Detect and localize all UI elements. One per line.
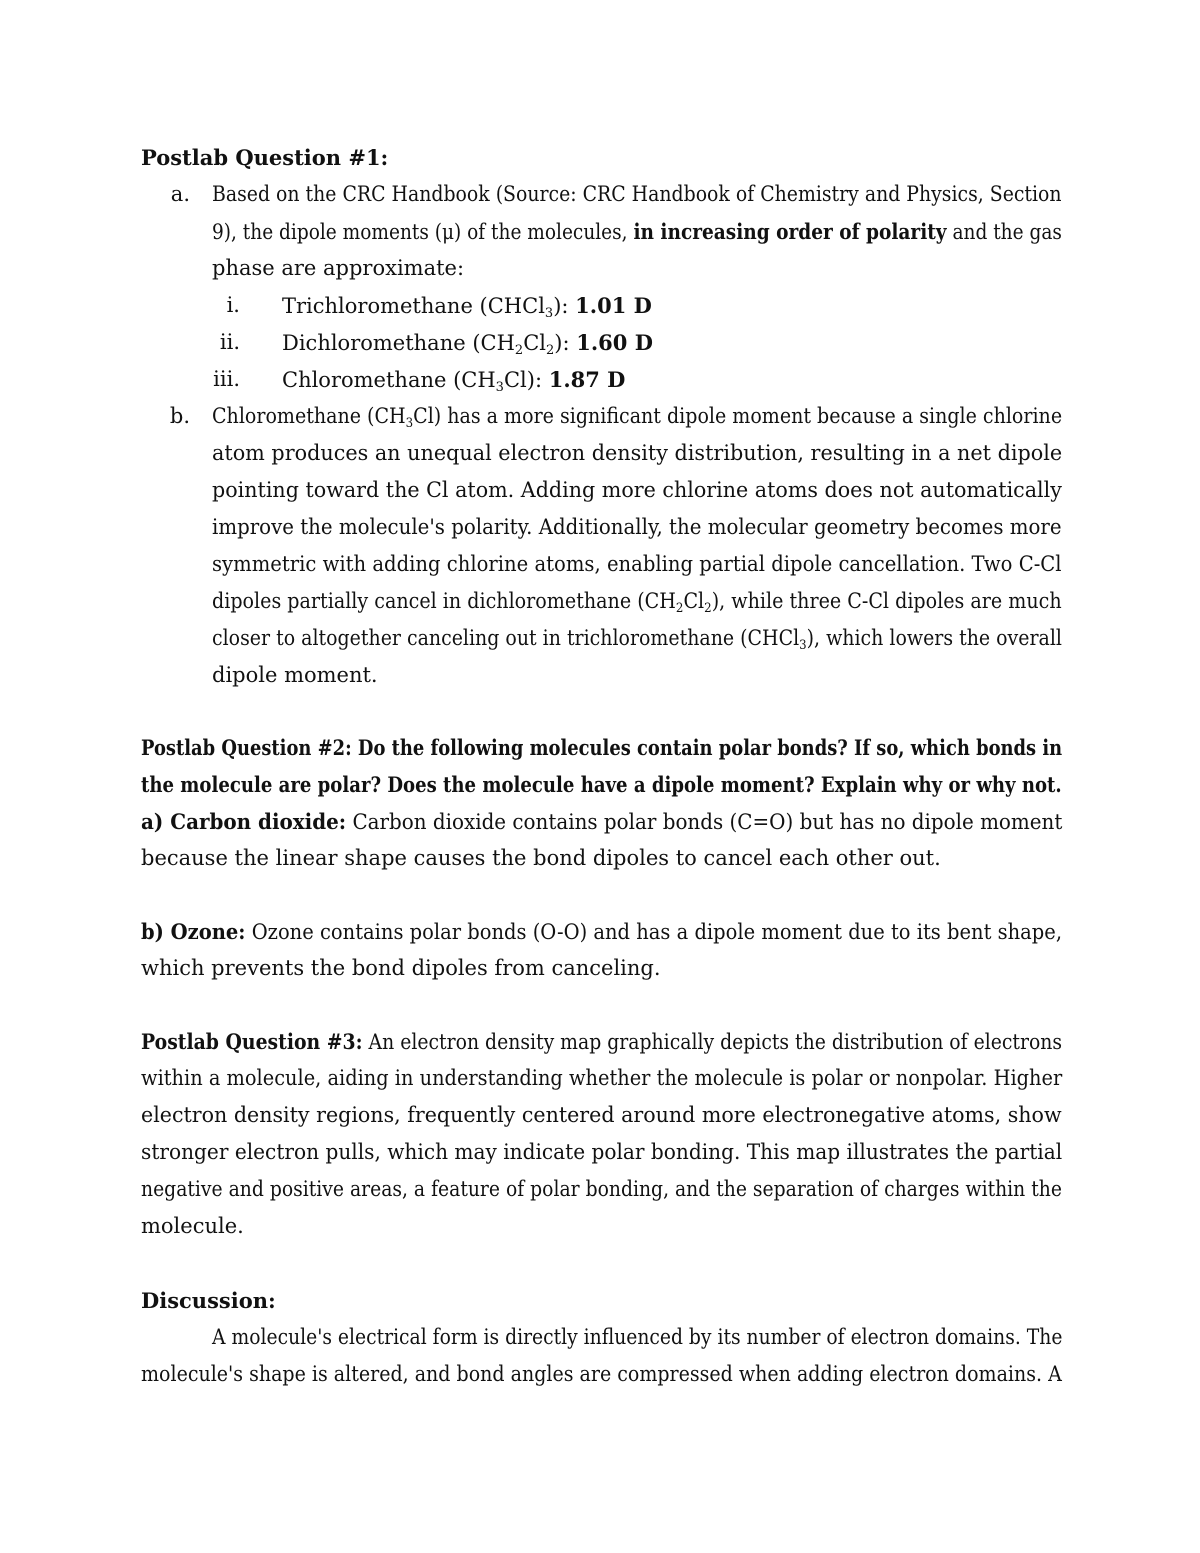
q3-line1: Postlab Question #3: An electron density map graphically depicts the distribution of electrons xyxy=(141,1029,1063,1054)
q1-a-marker: a. xyxy=(170,182,190,206)
q1-b-line4: improve the molecule's polarity. Additionally, the molecular geometry becomes more xyxy=(212,515,1062,539)
q2-heading-line1: Postlab Question #2: Do the following molecules contain polar bonds? If so, which bonds in xyxy=(141,735,1063,760)
q1-b-line1: Chloromethane $(CH_3Cl)$ has a more significant dipole moment because a single chlorine xyxy=(212,404,1063,431)
discussion-line2: molecule's shape is altered, and bond angles are compressed when adding electron domains. A xyxy=(141,1362,1062,1386)
q1-b-line5: symmetric with adding chlorine atoms, enabling partial dipole cancellation. Two C-Cl xyxy=(212,552,1062,576)
q1-a-line3: phase are approximate: xyxy=(212,256,465,280)
q3-line4: stronger electron pulls, which may indicate polar bonding. This map illustrates the partial xyxy=(141,1140,1063,1164)
q1-a-line1: Based on the CRC Handbook (Source: CRC Handbook of Chemistry and Physics, Section xyxy=(212,182,1062,206)
q2-b-line1: b) Ozone: Ozone contains polar bonds (O-O) and has a dipole moment due to its bent shape, xyxy=(141,919,1063,944)
q3-line2: within a molecule, aiding in understanding whether the molecule is polar or nonpolar. Higher xyxy=(141,1066,1063,1090)
q2-heading-line2: the molecule are polar? Does the molecule have a dipole moment? Explain why or why not. xyxy=(141,772,1062,797)
discussion-line1: A molecule's electrical form is directly influenced by its number of electron domains. The xyxy=(212,1325,1063,1349)
q3-line6: molecule. xyxy=(141,1214,244,1238)
q1-heading: Postlab Question #1: xyxy=(141,145,389,170)
q3-line5: negative and positive areas, a feature of polar bonding, and the separation of charges within the xyxy=(141,1177,1062,1201)
discussion-heading: Discussion: xyxy=(141,1288,276,1313)
q1-b-line7: closer to altogether canceling out in trichloromethane (CHCl$_3$), which lowers the overall xyxy=(212,626,1062,653)
q2-a-line1: a) Carbon dioxide: Carbon dioxide contains polar bonds (C=O) but has no dipole moment xyxy=(141,809,1063,834)
q1-item-marker: i. xyxy=(226,293,240,317)
q3-line3: electron density regions, frequently centered around more electronegative atoms, show xyxy=(141,1103,1062,1127)
q1-b-marker: b. xyxy=(169,404,190,428)
q2-b-line2: which prevents the bond dipoles from canceling. xyxy=(141,956,661,980)
q1-b-line6: dipoles partially cancel in dichloromethane $(CH_2Cl_2)$, while three C-Cl dipoles are much xyxy=(212,589,1062,616)
q1-item-marker: ii. xyxy=(219,330,240,354)
q1-b-line8: dipole moment. xyxy=(212,663,378,687)
q1-item-trichloromethane: Trichloromethane (CHCl$_3$): 1.01 D xyxy=(282,293,652,321)
q1-b-line2: atom produces an unequal electron density distribution, resulting in a net dipole xyxy=(212,441,1063,465)
q1-a-line2: 9), the dipole moments (μ) of the molecules, in increasing order of polarity and the gas xyxy=(212,219,1062,244)
q2-a-line2: because the linear shape causes the bond dipoles to cancel each other out. xyxy=(141,846,941,870)
q1-item-marker: iii. xyxy=(213,367,240,391)
q1-item-chloromethane: Chloromethane $(CH_3Cl)$: 1.87 D xyxy=(282,367,626,395)
q1-b-line3: pointing toward the Cl atom. Adding more chlorine atoms does not automatically xyxy=(212,478,1062,502)
q1-item-dichloromethane: Dichloromethane $(CH_2Cl_2)$: 1.60 D xyxy=(282,330,653,358)
